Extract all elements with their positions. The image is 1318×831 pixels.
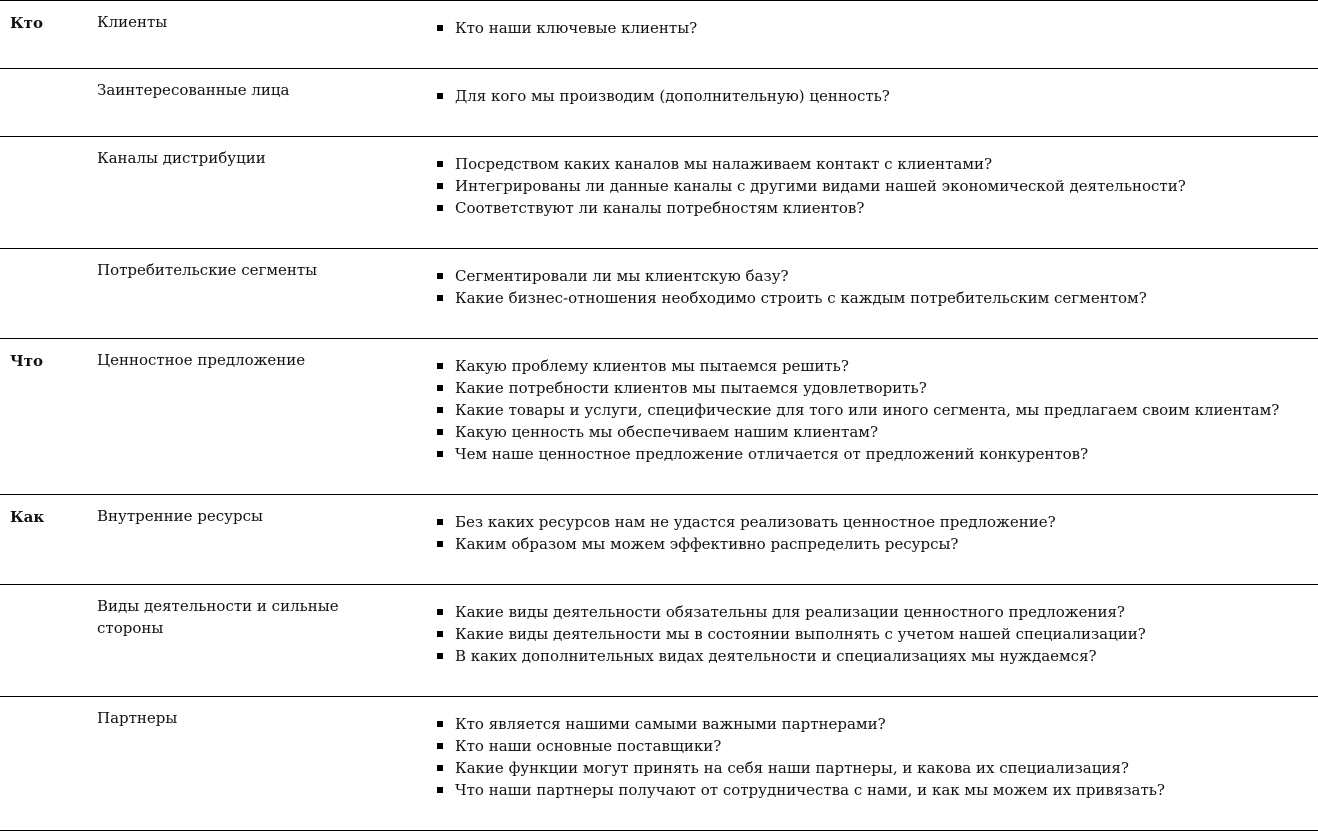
- group-label: Что: [10, 352, 43, 370]
- list-item: [437, 601, 1146, 623]
- question-list: [437, 713, 1165, 801]
- topic-label: Виды деятельности и сильные стороны: [97, 597, 339, 637]
- question-text: Кто является нашими самыми важными партнерами?: [455, 715, 886, 733]
- list-item: [437, 85, 890, 107]
- question-text: Интегрированы ли данные каналы с другими видами нашей экономической деятельности?: [455, 177, 1186, 195]
- question-text: Кто наши ключевые клиенты?: [455, 19, 698, 37]
- question-text: Посредством каких каналов мы налаживаем контакт с клиентами?: [455, 155, 993, 173]
- topic-label: Каналы дистрибуции: [97, 149, 266, 167]
- question-list: [437, 265, 1147, 309]
- list-item: [437, 735, 1165, 757]
- bullet-icon: [437, 609, 443, 615]
- bullet-icon: [437, 205, 443, 211]
- list-item: [437, 533, 1056, 555]
- question-text: Какие функции могут принять на себя наши партнеры, и какова их специализация?: [455, 759, 1129, 777]
- question-text: Чем наше ценностное предложение отличается от предложений конкурентов?: [455, 445, 1089, 463]
- list-item: [437, 713, 1165, 735]
- question-text: Какие виды деятельности обязательны для реализации ценностного предложения?: [455, 603, 1125, 621]
- list-item: [437, 377, 1279, 399]
- bullet-icon: [437, 519, 443, 525]
- bullet-icon: [437, 25, 443, 31]
- list-item: [437, 153, 1186, 175]
- topic-label: Заинтересованные лица: [97, 81, 290, 99]
- list-item: [437, 511, 1056, 533]
- question-text: Какие товары и услуги, специфические для того или иного сегмента, мы предлагаем своим клиентам?: [455, 401, 1280, 419]
- question-text: Какие потребности клиентов мы пытаемся удовлетворить?: [455, 379, 927, 397]
- question-list: [437, 355, 1279, 465]
- list-item: [437, 265, 1147, 287]
- question-list: [437, 601, 1146, 667]
- question-text: Что наши партнеры получают от сотрудничества с нами, и как мы можем их привязать?: [455, 781, 1165, 799]
- bullet-icon: [437, 385, 443, 391]
- list-item: [437, 443, 1279, 465]
- bullet-icon: [437, 273, 443, 279]
- table-row: [0, 697, 1318, 830]
- list-item: [437, 355, 1279, 377]
- bullet-icon: [437, 721, 443, 727]
- bullet-icon: [437, 295, 443, 301]
- topic-label: Потребительские сегменты: [97, 261, 318, 279]
- question-text: Соответствуют ли каналы потребностям клиентов?: [455, 199, 865, 217]
- question-text: Кто наши основные поставщики?: [455, 737, 722, 755]
- question-text: Какую ценность мы обеспечиваем нашим клиентам?: [455, 423, 879, 441]
- bullet-icon: [437, 451, 443, 457]
- list-item: [437, 175, 1186, 197]
- list-item: [437, 421, 1279, 443]
- bullet-icon: [437, 743, 443, 749]
- question-text: Для кого мы производим (дополнительную) ценность?: [455, 87, 890, 105]
- bullet-icon: [437, 183, 443, 189]
- bullet-icon: [437, 429, 443, 435]
- question-list: [437, 511, 1056, 555]
- group-label: Как: [10, 508, 45, 526]
- question-list: [437, 153, 1186, 219]
- list-item: [437, 287, 1147, 309]
- table-row: [0, 137, 1318, 248]
- question-text: В каких дополнительных видах деятельности и специализациях мы нуждаемся?: [455, 647, 1097, 665]
- table-row: [0, 339, 1318, 494]
- list-item: [437, 399, 1279, 421]
- bullet-icon: [437, 653, 443, 659]
- bullet-icon: [437, 363, 443, 369]
- list-item: [437, 757, 1165, 779]
- topic-label: Клиенты: [97, 13, 168, 31]
- list-item: [437, 779, 1165, 801]
- table-row: [0, 69, 1318, 136]
- question-text: Какую проблему клиентов мы пытаемся решить?: [455, 357, 849, 375]
- table-row: [0, 585, 1318, 696]
- table-row: [0, 249, 1318, 338]
- topic-label: Партнеры: [97, 709, 178, 727]
- question-text: Какие виды деятельности мы в состоянии выполнять с учетом нашей специализации?: [455, 625, 1146, 643]
- question-text: Без каких ресурсов нам не удастся реализовать ценностное предложение?: [455, 513, 1056, 531]
- bullet-icon: [437, 631, 443, 637]
- group-label: Кто: [10, 14, 43, 32]
- question-text: Сегментировали ли мы клиентскую базу?: [455, 267, 789, 285]
- question-list: [437, 17, 697, 39]
- bullet-icon: [437, 765, 443, 771]
- bullet-icon: [437, 161, 443, 167]
- question-text: Каким образом мы можем эффективно распределить ресурсы?: [455, 535, 959, 553]
- bullet-icon: [437, 93, 443, 99]
- list-item: [437, 623, 1146, 645]
- bullet-icon: [437, 787, 443, 793]
- table-row: [0, 1, 1318, 68]
- list-item: [437, 17, 697, 39]
- list-item: [437, 197, 1186, 219]
- list-item: [437, 645, 1146, 667]
- question-list: [437, 85, 890, 107]
- bullet-icon: [437, 541, 443, 547]
- table-row: [0, 495, 1318, 584]
- question-text: Какие бизнес-отношения необходимо строить с каждым потребительским сегментом?: [455, 289, 1147, 307]
- bullet-icon: [437, 407, 443, 413]
- topic-label: Ценностное предложение: [97, 351, 306, 369]
- topic-label: Внутренние ресурсы: [97, 507, 263, 525]
